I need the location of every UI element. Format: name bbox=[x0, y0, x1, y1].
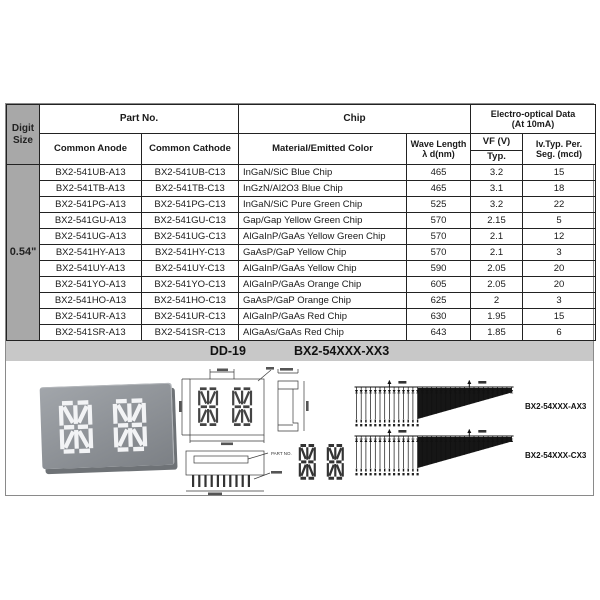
cell-material: AlGaInP/GaAs Orange Chip bbox=[239, 277, 407, 293]
cell-iv-typ: 22 bbox=[523, 197, 596, 213]
cell-iv-typ: 3 bbox=[523, 293, 596, 309]
wavelength-header bbox=[407, 134, 471, 165]
cell-wavelength: 570 bbox=[407, 213, 471, 229]
cell-wavelength: 625 bbox=[407, 293, 471, 309]
common-anode-schematic bbox=[353, 379, 521, 429]
cell-common-cathode: BX2-541GU-C13 bbox=[142, 213, 239, 229]
table-row bbox=[7, 181, 596, 197]
cell-common-anode: BX2-541HO-A13 bbox=[40, 293, 142, 309]
cell-wavelength: 465 bbox=[407, 181, 471, 197]
eo-line1: Electro-optical Data bbox=[490, 108, 576, 119]
spec-table bbox=[6, 104, 596, 341]
header-row-1 bbox=[7, 105, 596, 134]
cell-material: AlGaInP/GaAs Red Chip bbox=[239, 309, 407, 325]
cell-wavelength: 630 bbox=[407, 309, 471, 325]
cell-vf-typ: 3.1 bbox=[471, 181, 523, 197]
cell-vf-typ: 2 bbox=[471, 293, 523, 309]
digit-size-value: 0.54" bbox=[7, 165, 40, 341]
common-anode-header: Common Anode bbox=[40, 134, 142, 165]
cell-iv-typ: 3 bbox=[523, 245, 596, 261]
cell-material: AlGaAs/GaAs Red Chip bbox=[239, 325, 407, 341]
cell-iv-typ: 18 bbox=[523, 181, 596, 197]
cell-wavelength: 465 bbox=[407, 165, 471, 181]
part-no-header: Part No. bbox=[40, 105, 239, 134]
cell-iv-typ: 6 bbox=[523, 325, 596, 341]
common-cathode-schematic bbox=[353, 428, 521, 478]
table-row bbox=[7, 261, 596, 277]
cell-material: InGaN/SiC Pure Green Chip bbox=[239, 197, 407, 213]
datasheet-page bbox=[5, 103, 594, 496]
cell-common-cathode: BX2-541YO-C13 bbox=[142, 277, 239, 293]
vf-header: VF (V) bbox=[471, 134, 523, 151]
cathode-schematic-label: BX2-54XXX-CX3 bbox=[525, 451, 587, 460]
cell-common-anode: BX2-541UG-A13 bbox=[40, 229, 142, 245]
cell-common-cathode: BX2-541HO-C13 bbox=[142, 293, 239, 309]
cell-wavelength: 590 bbox=[407, 261, 471, 277]
material-header: Material/Emitted Color bbox=[239, 134, 407, 165]
cell-wavelength: 643 bbox=[407, 325, 471, 341]
cell-common-anode: BX2-541UB-A13 bbox=[40, 165, 142, 181]
cell-wavelength: 525 bbox=[407, 197, 471, 213]
table-row bbox=[7, 277, 596, 293]
cell-wavelength: 570 bbox=[407, 245, 471, 261]
cell-vf-typ: 2.05 bbox=[471, 277, 523, 293]
cell-material: InGaN/SiC Blue Chip bbox=[239, 165, 407, 181]
header-row-2 bbox=[7, 134, 596, 151]
part-no-callout: PART NO. bbox=[271, 451, 292, 456]
cell-vf-typ: 1.95 bbox=[471, 309, 523, 325]
cell-common-cathode: BX2-541UB-C13 bbox=[142, 165, 239, 181]
cell-iv-typ: 5 bbox=[523, 213, 596, 229]
chip-header: Chip bbox=[239, 105, 471, 134]
cell-iv-typ: 15 bbox=[523, 165, 596, 181]
dimension-drawing bbox=[178, 363, 354, 497]
cell-material: InGzN/Al2O3 Blue Chip bbox=[239, 181, 407, 197]
cell-vf-typ: 2.1 bbox=[471, 245, 523, 261]
cell-iv-typ: 15 bbox=[523, 309, 596, 325]
cell-vf-typ: 1.85 bbox=[471, 325, 523, 341]
doc-code: DD-19 bbox=[209, 344, 246, 358]
cell-material: AlGaInP/GaAs Yellow Green Chip bbox=[239, 229, 407, 245]
cell-common-cathode: BX2-541TB-C13 bbox=[142, 181, 239, 197]
digit-size-line2: Size bbox=[12, 134, 33, 146]
cell-wavelength: 605 bbox=[407, 277, 471, 293]
cell-material: GaAsP/GaP Yellow Chip bbox=[239, 245, 407, 261]
electro-optical-header bbox=[471, 105, 596, 134]
display-photo bbox=[40, 383, 175, 470]
vf-typ-subheader: Typ. bbox=[471, 151, 523, 165]
iv-line1: Iv.Typ. Per. bbox=[535, 138, 583, 149]
digit-size-header bbox=[7, 105, 40, 165]
table-row bbox=[7, 213, 596, 229]
cell-common-anode: BX2-541HY-A13 bbox=[40, 245, 142, 261]
table-row bbox=[7, 309, 596, 325]
digit-size-line1: Digit bbox=[11, 123, 35, 134]
cell-common-cathode: BX2-541HY-C13 bbox=[142, 245, 239, 261]
cell-common-anode: BX2-541TB-A13 bbox=[40, 181, 142, 197]
eo-line2: (At 10mA) bbox=[511, 119, 555, 129]
cell-common-anode: BX2-541YO-A13 bbox=[40, 277, 142, 293]
table-row bbox=[7, 229, 596, 245]
cell-vf-typ: 2.1 bbox=[471, 229, 523, 245]
common-cathode-header: Common Cathode bbox=[142, 134, 239, 165]
cell-common-cathode: BX2-541PG-C13 bbox=[142, 197, 239, 213]
iv-line2: Seg. (mcd) bbox=[535, 149, 582, 159]
cell-common-anode: BX2-541SR-A13 bbox=[40, 325, 142, 341]
cell-vf-typ: 2.15 bbox=[471, 213, 523, 229]
cell-common-anode: BX2-541UR-A13 bbox=[40, 309, 142, 325]
cell-common-anode: BX2-541GU-A13 bbox=[40, 213, 142, 229]
drawings-section bbox=[6, 361, 593, 495]
table-row bbox=[7, 293, 596, 309]
cell-iv-typ: 12 bbox=[523, 229, 596, 245]
cell-iv-typ: 20 bbox=[523, 277, 596, 293]
cell-common-cathode: BX2-541UG-C13 bbox=[142, 229, 239, 245]
cell-vf-typ: 3.2 bbox=[471, 165, 523, 181]
cell-common-anode: BX2-541UY-A13 bbox=[40, 261, 142, 277]
cell-material: AlGaInP/GaAs Yellow Chip bbox=[239, 261, 407, 277]
cell-common-anode: BX2-541PG-A13 bbox=[40, 197, 142, 213]
cell-vf-typ: 3.2 bbox=[471, 197, 523, 213]
part-family: BX2-54XXX-XX3 bbox=[293, 344, 390, 358]
cell-material: GaAsP/GaP Orange Chip bbox=[239, 293, 407, 309]
table-row bbox=[7, 245, 596, 261]
cell-common-cathode: BX2-541SR-C13 bbox=[142, 325, 239, 341]
table-row bbox=[7, 197, 596, 213]
iv-header bbox=[523, 134, 596, 165]
cell-vf-typ: 2.05 bbox=[471, 261, 523, 277]
table-row bbox=[7, 325, 596, 341]
cell-material: Gap/Gap Yellow Green Chip bbox=[239, 213, 407, 229]
table-row bbox=[7, 165, 596, 181]
wave-line1: Wave Length bbox=[410, 138, 467, 149]
cell-common-cathode: BX2-541UY-C13 bbox=[142, 261, 239, 277]
photo-digits bbox=[40, 383, 175, 470]
part-family-band bbox=[6, 340, 593, 362]
cell-wavelength: 570 bbox=[407, 229, 471, 245]
cell-iv-typ: 20 bbox=[523, 261, 596, 277]
anode-schematic-label: BX2-54XXX-AX3 bbox=[525, 402, 587, 411]
wave-line2: λ d(nm) bbox=[422, 149, 455, 159]
cell-common-cathode: BX2-541UR-C13 bbox=[142, 309, 239, 325]
